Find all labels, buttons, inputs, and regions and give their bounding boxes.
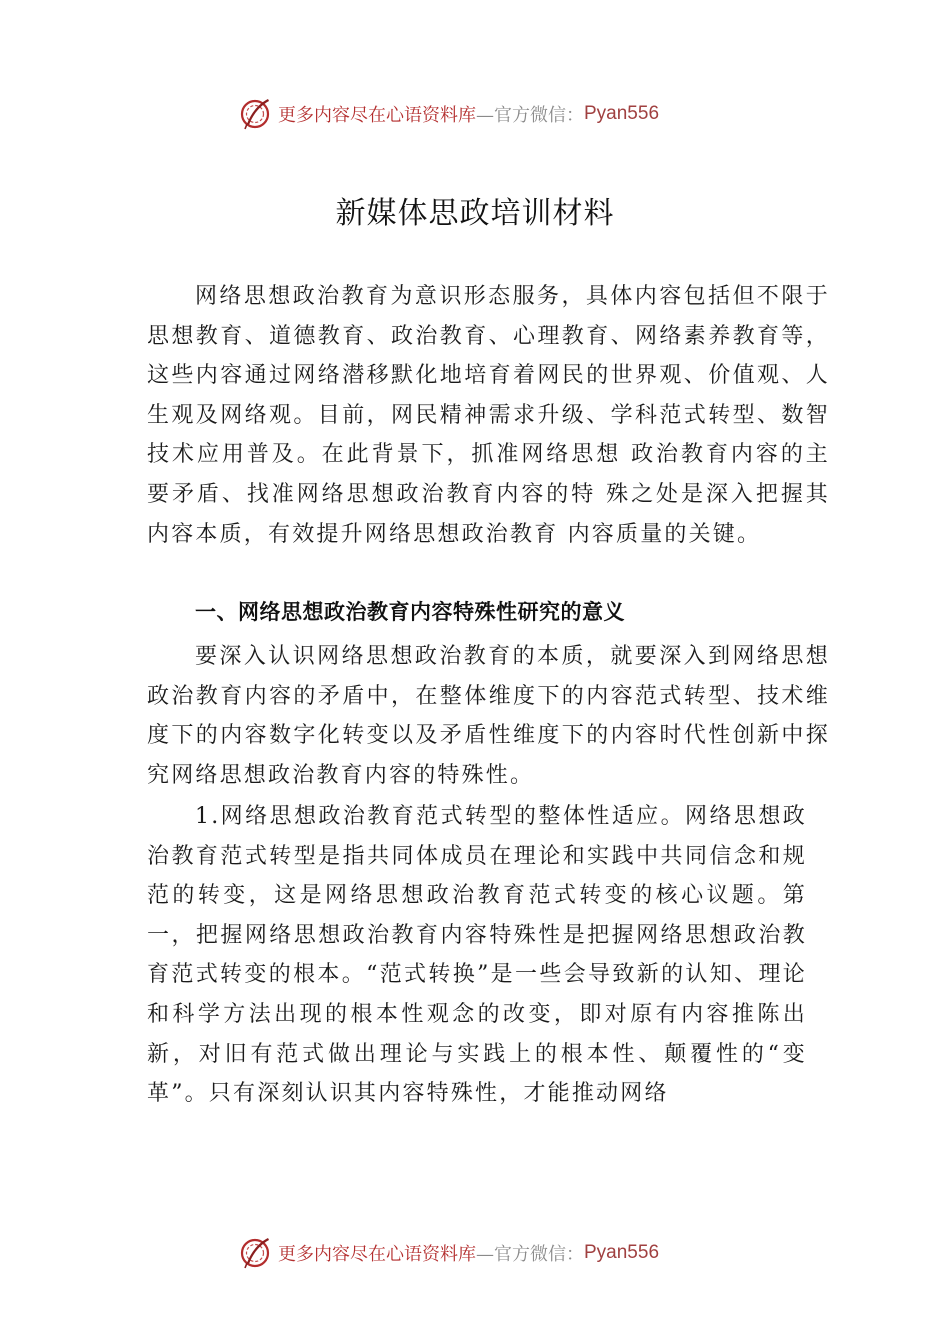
- paragraph-text: 1.网络思想政治教育范式转型的整体性适应。网络思想政治教育范式转型是指共同体成员在理论和实践中共同信念和规范的转变，这是网络思想政治教育范式转变的核心议题。第一，把握网络思想政治教育内容特殊性是把握网络思想政治教育范式转变的根本。“范式转换”是一些会导致新的认知、理论和科学方法出现的根本性观念的改变，即对原有内容推陈出新，对旧有范式做出理论与实践上的根本性、颠覆性的“变革”。只有深刻认识其内容特殊性，才能推动网络: [147, 804, 807, 1107]
- paragraph-text: 要深入认识网络思想政治教育的本质，就要深入到网络思想政治教育内容的矛盾中，在整体维度下的内容范式转型、技术维度下的内容数字化转变以及矛盾性维度下的内容时代性创新中探究网络思想政治教育内容的特殊性。: [147, 644, 830, 788]
- paragraph-paradigm: [147, 797, 807, 1114]
- quill-logo-icon: [238, 97, 272, 131]
- page-title: 新媒体思政培训材料: [335, 196, 615, 231]
- header-banner: [238, 94, 758, 134]
- banner-site-name: 更多内容尽在心语资料库: [278, 1244, 476, 1265]
- paragraph-intro: [147, 277, 830, 554]
- banner-wechat-label: —官方微信：: [476, 1244, 584, 1265]
- section-heading: 一、网络思想政治教育内容特殊性研究的意义: [195, 600, 625, 624]
- quill-logo-icon: [238, 1236, 272, 1270]
- banner-wechat-id: Pyan556: [584, 1242, 660, 1263]
- paragraph-text: 网络思想政治教育为意识形态服务，具体内容包括但不限于思想教育、道德教育、政治教育、心理教育、网络素养教育等，这些内容通过网络潜移默化地培育着网民的世界观、价值观、人生观及网络观。目前，网民精神需求升级、学科范式转型、数智技术应用普及。在此背景下，抓准网络思想 政治教育内容的主要矛盾、找准网络思想政治教育内容的特 殊之处是深入把握其内容本质，有效提升网络思想政治教育 内容质量的关键。: [147, 284, 830, 547]
- banner-site-name: 更多内容尽在心语资料库: [278, 105, 476, 126]
- footer-banner: [238, 1233, 758, 1273]
- paragraph-significance: [147, 637, 830, 795]
- banner-wechat-label: —官方微信：: [476, 105, 584, 126]
- banner-wechat-id: Pyan556: [584, 103, 660, 124]
